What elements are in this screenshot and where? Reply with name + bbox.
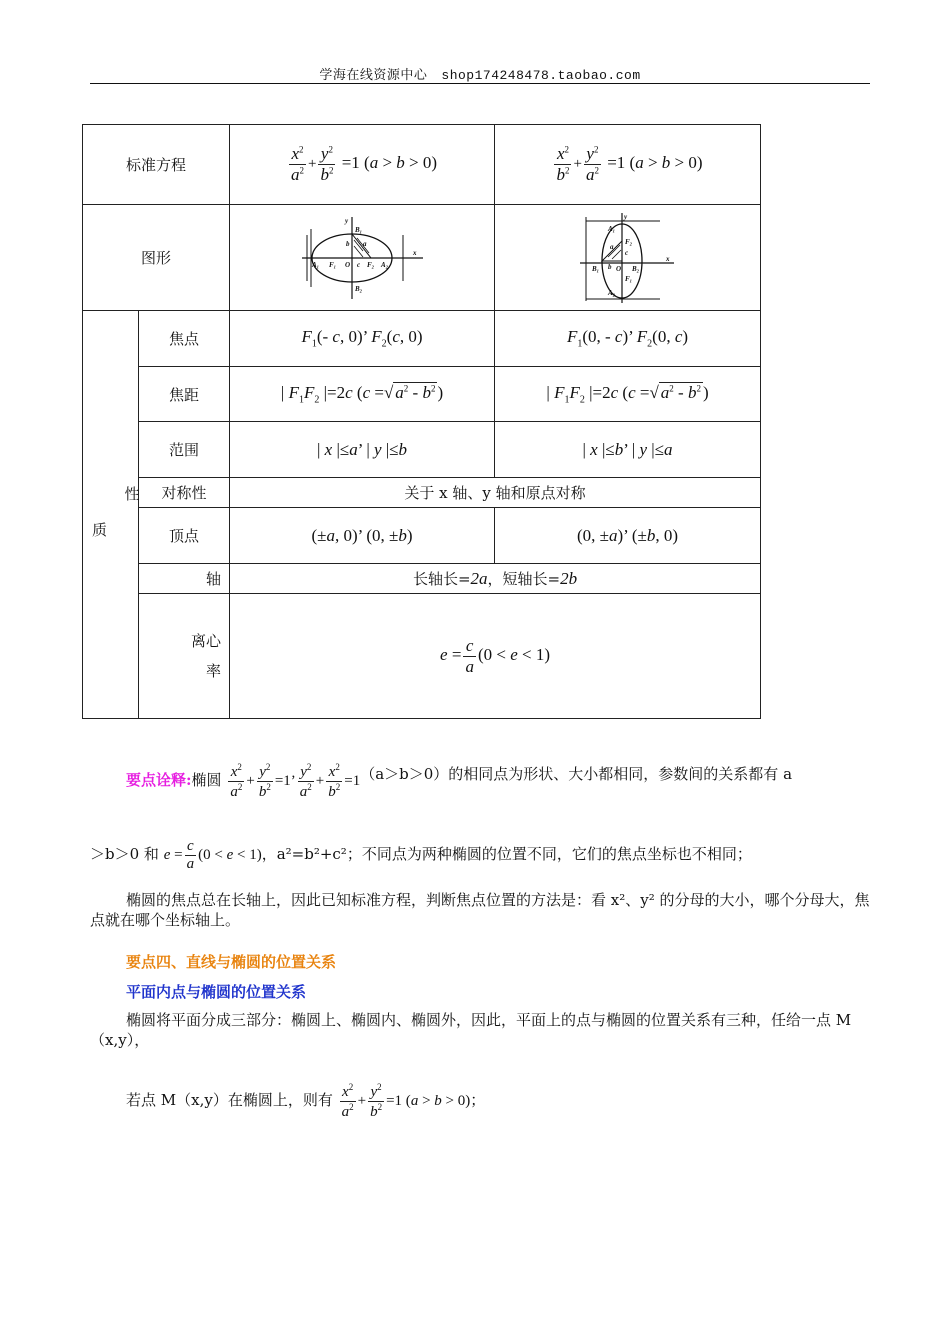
cell-axis-label: 轴 (139, 564, 230, 594)
cell-std-eq-1: $\frac{x^2}{a^2}$ + $\frac{y^2}{b^2}$ =1 (a > b > 0) (230, 125, 495, 205)
cell-figure-1 (230, 205, 495, 311)
table-row (83, 422, 761, 478)
three-parts-paragraph: 椭圆将平面分成三部分：椭圆上、椭圆内、椭圆外，因此，平面上的点与椭圆的位置关系有三种，任给一点 M（x,y）， (90, 1011, 852, 1049)
fig1-label: F₂ (367, 260, 375, 269)
fig1-label: O (345, 260, 351, 269)
note-paragraph-2: ＞b＞0 和 e = $\frac{c}{a}$ (0 < e < 1)，a²=b²+c²；不同点为两种椭圆的位置不同，它们的焦点坐标也不相同； (90, 838, 752, 873)
cell-range-2: | x |≤b’ | y |≤a (495, 422, 761, 478)
cell-focus-2: $F_1(0$, - c)’ $F_2(0$, c) (495, 311, 761, 367)
table-row (83, 311, 761, 367)
fig1-label: A₂ (381, 260, 389, 269)
cell-group-label (83, 311, 139, 719)
cell-ecc-value: e = $\frac{c}{a}$ (0 < e < 1) (230, 594, 761, 719)
fig2-label: O (615, 264, 621, 273)
subsection-title: 平面内点与椭圆的位置关系 (126, 983, 307, 1001)
fig2-label: A₁ (607, 224, 615, 233)
fig1-label: F₁ (329, 260, 337, 269)
fig2-label: c (624, 248, 628, 257)
fig2-label: F₂ (624, 237, 632, 246)
cell-symmetry-label: 对称性 (139, 478, 230, 508)
cell-vertex-label: 顶点 (139, 508, 230, 564)
note-paragraph: 要点诠释:椭圆 $\frac{x^2}{a^2}$ + $\frac{y^2}{b^2}$ =1’ $\frac{y^2}{a^2}$ + $\frac{x^2}{b^2}$ =1（a＞b＞0）的相同点为形状、大小都相同，参数间的关系都有 a (126, 762, 793, 801)
cell-ecc-label: 离心 率 (139, 594, 230, 719)
fig2-label: F₁ (624, 274, 632, 283)
cell-std-eq-2: $\frac{x^2}{b^2}$ + $\frac{y^2}{a^2}$ =1 (a > b > 0) (495, 125, 761, 205)
cell-figure-2 (495, 205, 761, 311)
table-row (83, 478, 761, 508)
fig1-label: a (363, 239, 367, 248)
fig2-label: b (607, 262, 612, 271)
header-title: 学海在线资源中心 (319, 68, 428, 83)
fig2-label: B₂ (631, 264, 639, 273)
table-row (83, 367, 761, 422)
fig1-label: B₁ (355, 225, 363, 234)
cell-focus-label: 焦点 (139, 311, 230, 367)
header-rule (90, 83, 870, 84)
fig2-label: B₁ (591, 264, 599, 273)
cell-vertex-2: (0, ±a)’ (±b, 0) (495, 508, 761, 564)
section4-title: 要点四、直线与椭圆的位置关系 (126, 953, 337, 971)
fig1-label: A₁ (312, 260, 320, 269)
fig1-label: x (413, 248, 417, 257)
fig1-label: b (346, 239, 350, 248)
cell-range-1: | x |≤a’ | y |≤b (230, 422, 495, 478)
table-row (83, 125, 761, 205)
ellipse-properties-table (82, 124, 761, 719)
page-header (90, 64, 870, 83)
table-row (83, 564, 761, 594)
fig2-label: A₂ (607, 288, 615, 297)
focus-paragraph: 椭圆的焦点总在长轴上，因此已知标准方程，判断焦点位置的方法是：看 x²、y² 的分母的大小，哪个分母大，焦点就在哪个坐标轴上。 (90, 891, 870, 929)
fig2-label: y (623, 212, 627, 221)
table-row (83, 508, 761, 564)
fig2-label: a (609, 242, 614, 251)
group-label-zhi: 质 (92, 521, 108, 539)
fig2-label: x (665, 254, 670, 263)
group-label-xing: 性 (124, 485, 140, 503)
table-row (83, 594, 761, 719)
cell-figure-label: 图形 (83, 205, 230, 311)
horizontal-ellipse-figure (297, 213, 427, 303)
table-row (83, 205, 761, 311)
cell-focal-dist-label: 焦距 (139, 367, 230, 422)
cell-focal-dist-1: | $F_1F_2$ |=2c (c =√ $a^2 - b^2$ ) (230, 367, 495, 422)
cell-focal-dist-2: | $F_1F_2$ |=2c (c =√ $a^2 - b^2$ ) (495, 367, 761, 422)
cell-focus-1: $F_1(-$ c, 0)’ $F_2(c$, 0) (230, 311, 495, 367)
on-ellipse-paragraph: 若点 M（x,y）在椭圆上，则有 $\frac{x^2}{a^2}$ + $\frac{y^2}{b^2}$ =1 (a > b > 0)； (126, 1082, 486, 1121)
cell-std-eq-label: 标准方程 (83, 125, 230, 205)
vertical-ellipse-figure (578, 211, 678, 305)
cell-symmetry-value: 关于 x 轴、y 轴和原点对称 (230, 478, 761, 508)
fig1-label: B₂ (355, 284, 363, 293)
cell-range-label: 范围 (139, 422, 230, 478)
header-source: shop174248478.taobao.com (441, 68, 641, 83)
cell-axis-value: 长轴长=2a，短轴长=2b (230, 564, 761, 594)
fig1-label: c (357, 260, 361, 269)
note-lead: 要点诠释: (126, 771, 192, 790)
cell-vertex-1: (±a, 0)’ (0, ±b) (230, 508, 495, 564)
fig1-label: y (345, 216, 349, 225)
